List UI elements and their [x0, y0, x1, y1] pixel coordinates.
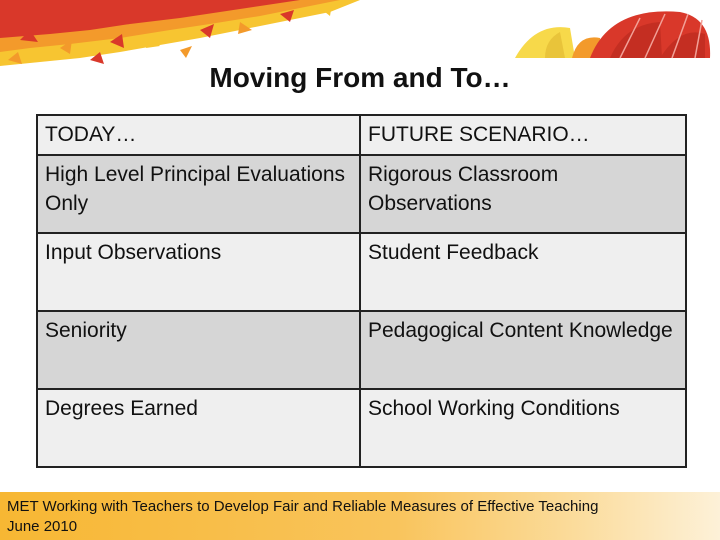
cell-future: Student Feedback	[360, 233, 686, 311]
footer-text	[7, 497, 598, 537]
cell-today: Input Observations	[37, 233, 360, 311]
confetti-banner-left	[0, 0, 360, 66]
table-row	[37, 155, 686, 233]
table-row	[37, 389, 686, 467]
slide-title: Moving From and To…	[209, 62, 511, 93]
comparison-table	[36, 114, 687, 468]
cell-today: Seniority	[37, 311, 360, 389]
header-future: FUTURE SCENARIO…	[360, 115, 686, 155]
table-header-row	[37, 115, 686, 155]
header-today: TODAY…	[37, 115, 360, 155]
fan-shapes-right	[515, 11, 710, 58]
footer-line-1: MET Working with Teachers to Develop Fair and Reliable Measures of Effective Teaching	[7, 498, 599, 515]
table-row	[37, 311, 686, 389]
cell-future: School Working Conditions	[360, 389, 686, 467]
cell-future: Pedagogical Content Knowledge	[360, 311, 686, 389]
cell-today: Degrees Earned	[37, 389, 360, 467]
footer-line-2: June 2010	[7, 518, 78, 535]
cell-today: High Level Principal Evaluations Only	[37, 155, 360, 233]
footer-bar	[0, 492, 720, 540]
table-row	[37, 233, 686, 311]
cell-future: Rigorous Classroom Observations	[360, 155, 686, 233]
